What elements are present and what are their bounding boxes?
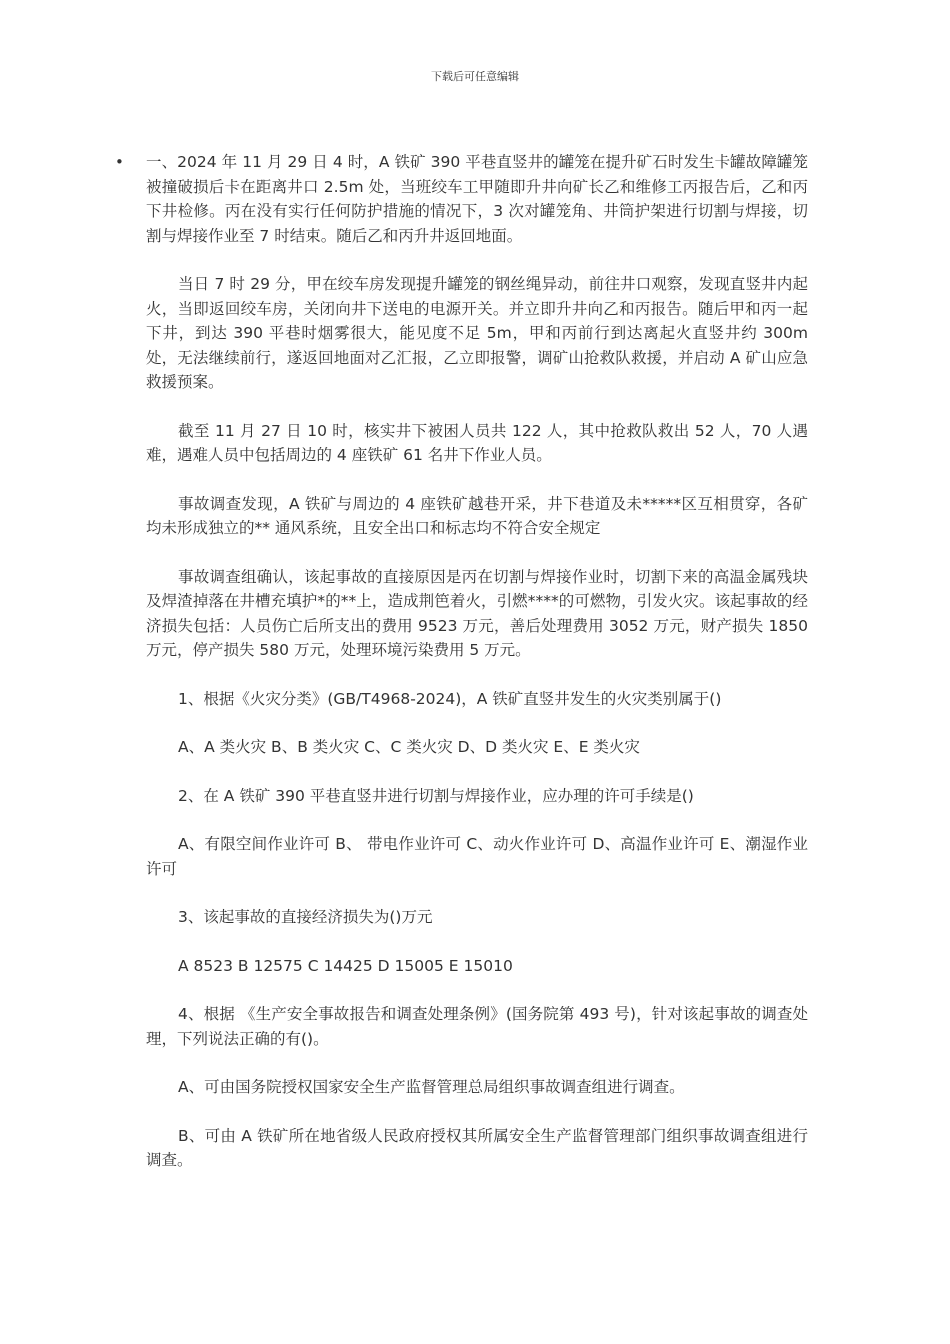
list-bullet: • — [115, 153, 124, 171]
question-2: 2、在 A 铁矿 390 平巷直竖井进行切割与焊接作业，应办理的许可手续是() — [178, 786, 694, 805]
paragraph-direct-cause-losses: 事故调查组确认，该起事故的直接原因是丙在切割与焊接作业时，切割下来的高温金属残块及焊渣掉落在井槽充填护*的**上，造成荆笆着火，引燃****的可燃物，引发火灾。该起事故的经济损失包括：人员伤亡后所支出的费用 9523 万元，善后处理费用 3052 万元，财产损失 1850 万元，停产损失 580 万元，处理环境污染费用 5 万元。 — [146, 567, 808, 659]
question-2-options: A、有限空间作业许可 B、 带电作业许可 C、动火作业许可 D、高温作业许可 E、潮湿作业许可 — [146, 835, 808, 878]
document-body — [115, 150, 808, 1197]
paragraph-case-intro: 一、2024 年 11 月 29 日 4 时，A 铁矿 390 平巷直竖井的罐笼在提升矿石时发生卡罐故障罐笼被撞破损后卡在距离井口 2.5m 处，当班绞车工甲随即升井向矿长乙和维修工丙报告后，乙和丙下井检修。丙在没有实行任何防护措施的情况下，3 次对罐笼角、井筒护架进行切割与焊接，切割与焊接作业至 7 时结束。随后乙和丙升井返回地面。 — [146, 153, 808, 245]
question-4-option-a: A、可由国务院授权国家安全生产监督管理总局组织事故调查组进行调查。 — [178, 1078, 685, 1096]
paragraph-casualties: 截至 11 月 27 日 10 时，核实井下被困人员共 122 人，其中抢救队救出 52 人，70 人遇难，遇难人员中包括周边的 4 座铁矿 61 名井下作业人员。 — [146, 421, 808, 464]
page-header: 下载后可任意编辑 — [431, 70, 519, 83]
question-4-option-b: B、可由 A 铁矿所在地省级人民政府授权其所属安全生产监督管理部门组织事故调查组进行调查。 — [146, 1126, 808, 1169]
question-3-options: A 8523 B 12575 C 14425 D 15005 E 15010 — [178, 956, 513, 975]
paragraph-investigation-findings: 事故调查发现，A 铁矿与周边的 4 座铁矿越巷开采，井下巷道及未*****区互相贯穿，各矿均未形成独立的** 通风系统，且安全出口和标志均不符合安全规定 — [146, 494, 808, 537]
question-1-options: A、A 类火灾 B、B 类火灾 C、C 类火灾 D、D 类火灾 E、E 类火灾 — [178, 738, 640, 756]
paragraph-fire-discovery: 当日 7 时 29 分，甲在绞车房发现提升罐笼的钢丝绳异动，前往井口观察，发现直竖井内起火，当即返回绞车房，关闭向井下送电的电源开关。并立即升井向乙和丙报告。随后甲和丙一起下井，到达 390 平巷时烟雾很大，能见度不足 5m，甲和丙前行到达离起火直竖井约 300m 处，无法继续前行，遂返回地面对乙汇报，乙立即报警，调矿山抢救队救援，并启动 A 矿山应急救援预案。 — [146, 275, 808, 391]
question-4: 4、根据 《生产安全事故报告和调查处理条例》(国务院第 493 号)，针对该起事故的调查处理，下列说法正确的有()。 — [146, 1005, 808, 1048]
question-3: 3、该起事故的直接经济损失为()万元 — [178, 908, 433, 926]
question-1: 1、根据《火灾分类》(GB/T4968-2024)，A 铁矿直竖井发生的火灾类别属于() — [178, 689, 722, 708]
